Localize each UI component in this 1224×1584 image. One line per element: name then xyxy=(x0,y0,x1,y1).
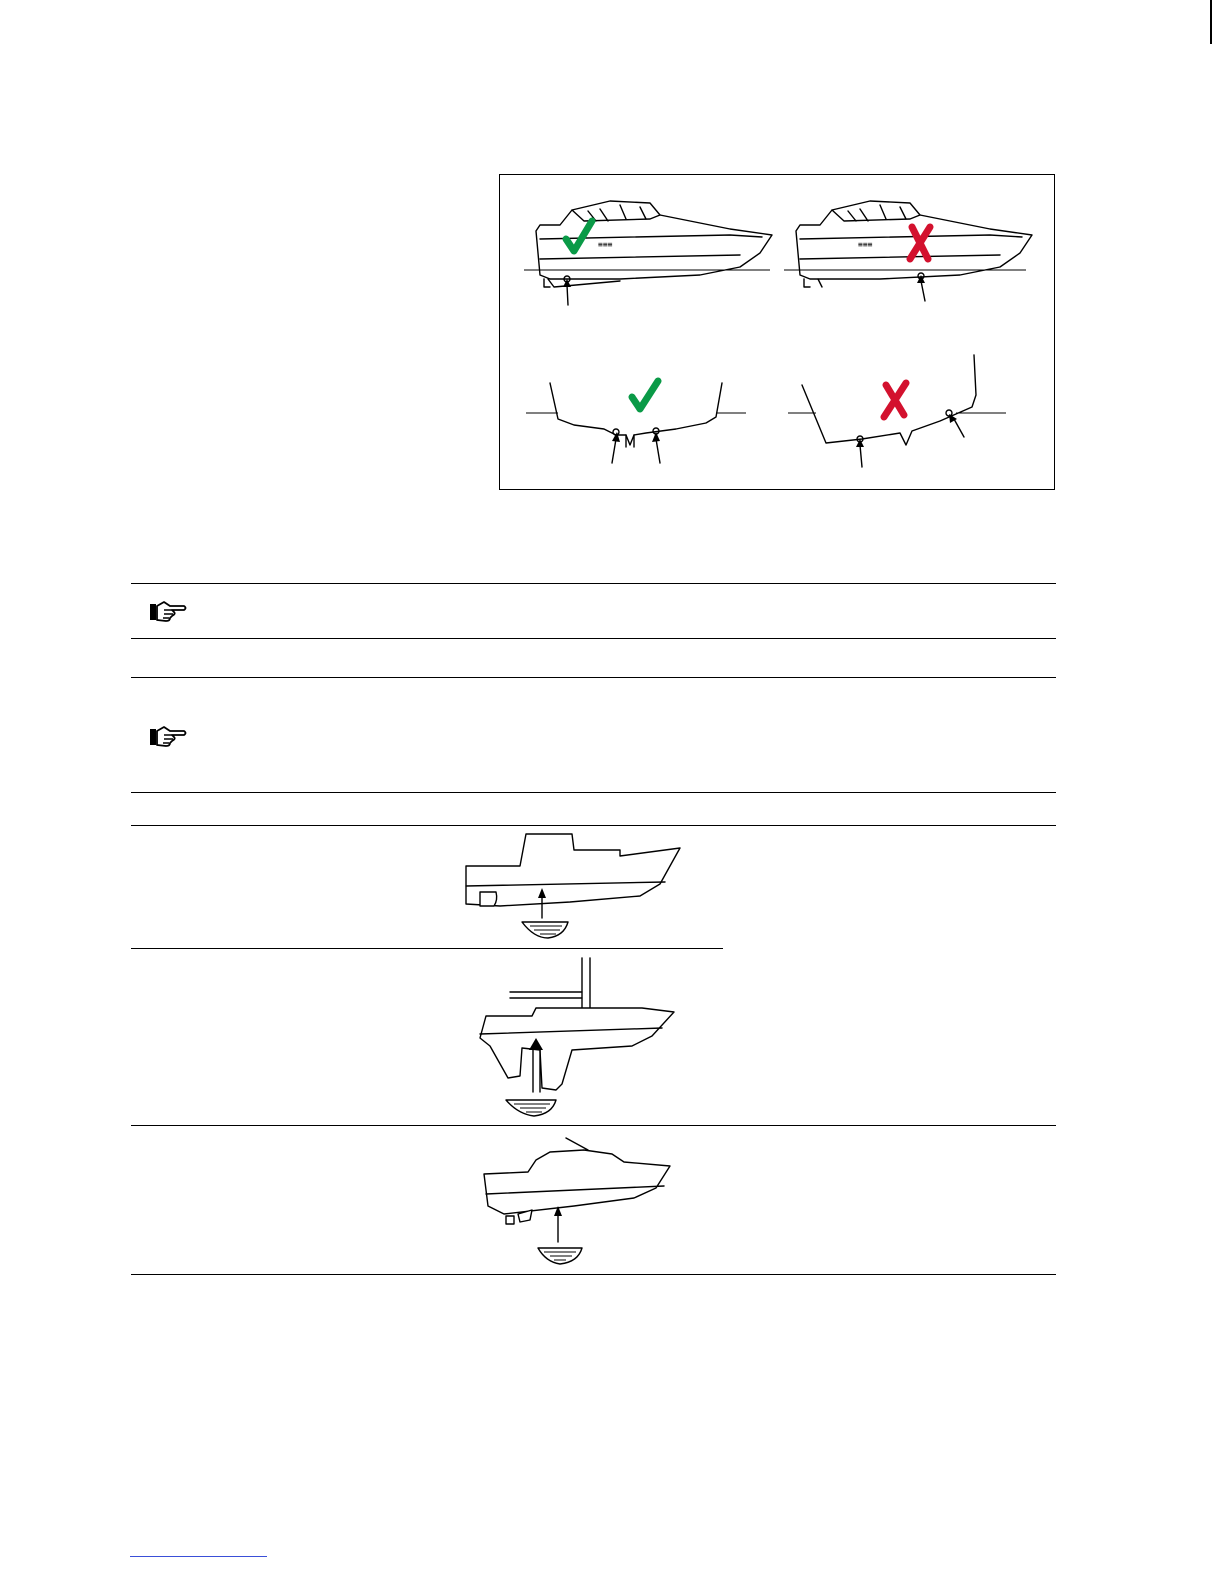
sterndrive-powerboat-icon xyxy=(474,1130,684,1266)
side-view-correct-panel xyxy=(524,201,772,305)
transducer-location-figure xyxy=(499,174,1055,490)
footer-link-underline[interactable] xyxy=(130,1556,267,1557)
cross-icon xyxy=(884,383,906,417)
svg-text:≡≡≡: ≡≡≡ xyxy=(858,240,873,249)
svg-text:≡≡≡: ≡≡≡ xyxy=(598,240,613,249)
pointing-hand-icon xyxy=(148,598,188,624)
table-row-rule xyxy=(131,948,723,949)
table-bottom-rule xyxy=(131,1274,1056,1275)
check-icon xyxy=(632,381,658,409)
note-bottom-rule xyxy=(131,638,1056,639)
side-view-incorrect-panel xyxy=(784,201,1032,301)
table-top-rule xyxy=(131,825,1056,826)
stern-view-incorrect-panel xyxy=(788,355,1006,467)
stern-view-correct-panel xyxy=(526,381,746,463)
note-top-rule xyxy=(131,583,1056,584)
note-bottom-rule xyxy=(131,792,1056,793)
table-row-rule xyxy=(131,1125,1056,1126)
note-top-rule xyxy=(131,677,1056,678)
page-edge-marker xyxy=(1210,0,1212,44)
planing-powerboat-icon xyxy=(460,830,690,942)
pointing-hand-icon xyxy=(148,723,188,749)
fin-keel-sailboat-icon xyxy=(462,954,692,1120)
